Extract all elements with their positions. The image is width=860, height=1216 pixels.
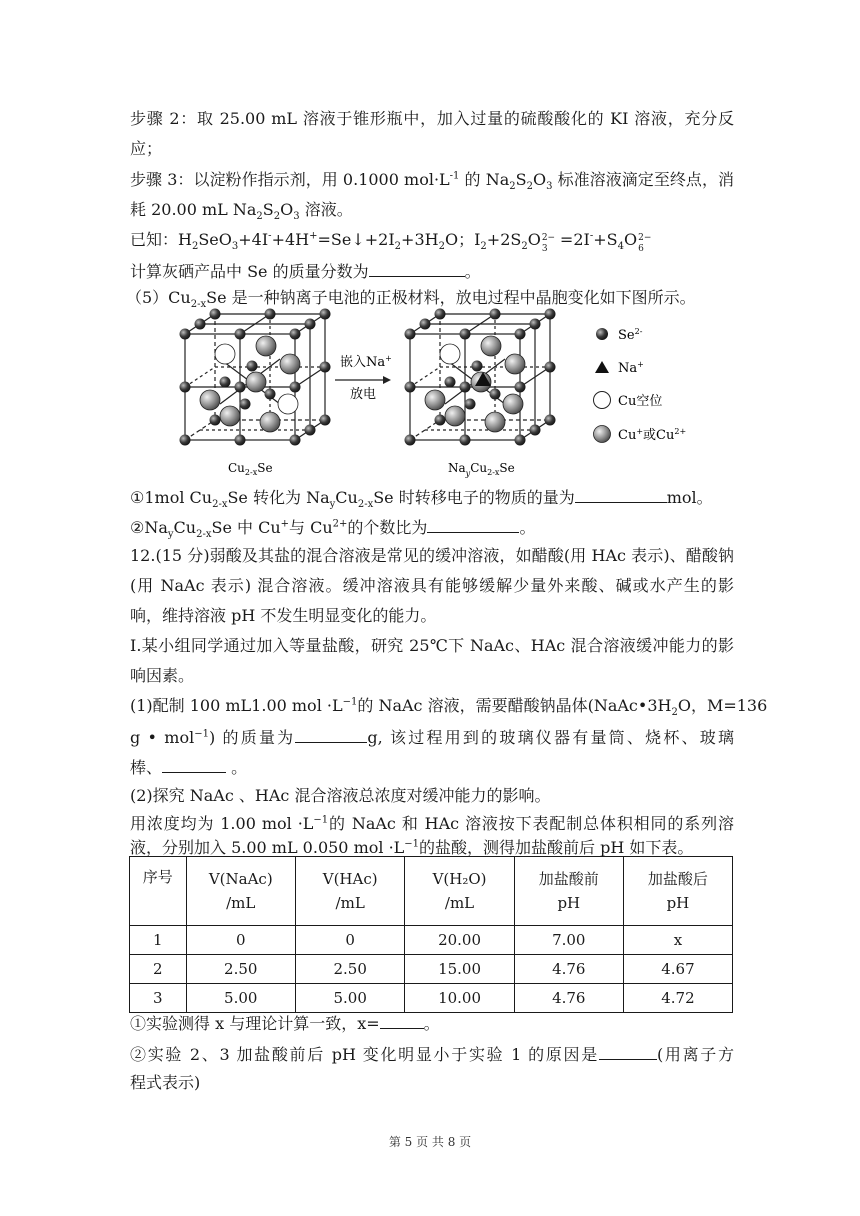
table-cell: 4.72 xyxy=(623,984,732,1013)
partI-line1: I.某小组同学通过加入等量盐酸，研究 25℃下 NaAc、HAc 混合溶液缓冲能力的影 xyxy=(130,636,734,655)
answer-1: ①实验测得 x 与理论计算一致，x= 。 xyxy=(130,1014,440,1033)
legend-na: Na+ xyxy=(618,360,644,376)
table-cell: 2 xyxy=(130,955,187,984)
table-cell: 15.00 xyxy=(405,955,514,984)
partI-line2: 响因素。 xyxy=(130,666,195,685)
p1-line1: (1)配制 100 mL1.00 mol $\cdot L^{-1}$的 NaAc 溶液，需要醋酸钠晶体($NaAc•3H_2O$，M=136 xyxy=(130,696,768,719)
p2-desc-line1: 用浓度均为 1.00 mol $\cdot L^{-1}$的 NaAc 和 HAc 溶液按下表配制总体积相同的系列溶 xyxy=(130,814,734,833)
calc-question: 计算灰硒产品中 Se 的质量分数为 。 xyxy=(130,262,481,281)
arrow-label-top: 嵌入Na+ xyxy=(340,354,392,370)
table-cell: 4.76 xyxy=(514,984,623,1013)
q5-part1: ①1mol $Cu_{2-x}Se$ 转化为 $Na_yCu_{2-x}Se$ 时转移电子的物质的量为 mol。 xyxy=(130,488,713,511)
q12-line3: 响，维持溶液 pH 不发生明显变化的能力。 xyxy=(130,606,437,625)
p2-desc-line2: 液，分别加入 5.00 mL 0.050 mol $\cdot L^{-1}$的盐酸，测得加盐酸前后 pH 如下表。 xyxy=(130,838,694,857)
table-cell: 10.00 xyxy=(405,984,514,1013)
answer-2-line1: ②实验 2、3 加盐酸前后 pH 变化明显小于实验 1 的原因是 (用离子方 xyxy=(130,1045,734,1064)
table-cell: x xyxy=(623,926,732,955)
arrow-label-bottom: 放电 xyxy=(350,387,377,402)
table-cell: 0 xyxy=(295,926,404,955)
table-header-cell: V(HAc) /mL xyxy=(295,857,404,926)
table-cell: 7.00 xyxy=(514,926,623,955)
table-cell: 4.67 xyxy=(623,955,732,984)
table-cell: 5.00 xyxy=(295,984,404,1013)
q5-part2: $②Na_yCu_{2-x}Se$ 中 Cu+与 $Cu^{2+}$的个数比为 。 xyxy=(130,518,536,541)
data-table xyxy=(129,856,733,1013)
table-row xyxy=(130,926,733,955)
p1-line3: 棒、 。 xyxy=(130,758,248,777)
table-header-cell: 加盐酸后 pH xyxy=(623,857,732,926)
step2-line2: 应； xyxy=(130,139,163,158)
table-row xyxy=(130,955,733,984)
q12-line2: (用 NaAc 表示) 混合溶液。缓冲溶液具有能够缓解少量外来酸、碱或水产生的影 xyxy=(130,576,734,595)
table-header-row xyxy=(130,857,733,926)
legend-se: $Se^{2-}$ xyxy=(618,327,643,343)
table-cell: 4.76 xyxy=(514,955,623,984)
step3-line2: 耗 20.00 mL $Na_2S_2O_3$ 溶液。 xyxy=(130,200,353,223)
table-cell: 5.00 xyxy=(186,984,295,1013)
table-cell: 0 xyxy=(186,926,295,955)
label-left-cell: $Cu_{2-x}Se$ xyxy=(228,461,273,477)
table-cell: 2.50 xyxy=(186,955,295,984)
table-cell: 20.00 xyxy=(405,926,514,955)
step2-line1: 步骤 2：取 25.00 mL 溶液于锥形瓶中，加入过量的硫酸酸化的 KI 溶液，充分反 xyxy=(130,109,734,128)
answer-2-line2: 程式表示) xyxy=(130,1073,201,1092)
table-header-cell: 序号 xyxy=(130,857,187,926)
table-cell: 2.50 xyxy=(295,955,404,984)
left-unit-cell xyxy=(180,309,331,446)
reaction-arrow xyxy=(335,376,391,384)
table-header-cell: 加盐酸前 pH xyxy=(514,857,623,926)
q12-line1: 12.(15 分)弱酸及其盐的混合溶液是常见的缓冲溶液，如醋酸(用 HAc 表示)、醋酸钠 xyxy=(130,546,734,565)
right-unit-cell xyxy=(405,309,556,446)
legend-cu: Cu+或$Cu^{2+}$ xyxy=(618,427,687,443)
legend-cu-vacancy: Cu空位 xyxy=(618,394,663,409)
known-reactions: 已知：$H_2SeO_3+4I^-+4H^+=Se↓+2I_2+3H_2O$；$I_2+2S_2O$ 2− 3 $=2I^-+S_4O$ 2− 6 xyxy=(130,230,652,254)
q5-title: $(5)Cu_{2-x}Se$ 是一种钠离子电池的正极材料，放电过程中晶胞变化如下图所示。 xyxy=(126,288,696,311)
crystal-cell-figure xyxy=(170,304,710,484)
label-right-cell: $Na_yCu_{2-x}Se$ xyxy=(448,461,515,478)
table-cell: 1 xyxy=(130,926,187,955)
p2-title: (2)探究 NaAc 、HAc 混合溶液总浓度对缓冲能力的影响。 xyxy=(130,786,551,805)
legend xyxy=(594,327,687,443)
table-row xyxy=(130,984,733,1013)
table-header-cell: V(NaAc) /mL xyxy=(186,857,295,926)
table-cell: 3 xyxy=(130,984,187,1013)
page-footer: 第 5 页 共 8 页 xyxy=(388,1135,472,1149)
step3-line1: 步骤 3：以淀粉作指示剂，用 0.1000 $mol\cdot L^{-1}$ 的 $Na_2S_2O_3$ 标准溶液滴定至终点，消 xyxy=(130,170,734,193)
table-header-cell: V(H₂O) /mL xyxy=(405,857,514,926)
p1-line2: g • mol$^{-1}$) 的质量为 g, 该过程用到的玻璃仪器有量筒、烧杯、玻璃 xyxy=(130,728,734,747)
